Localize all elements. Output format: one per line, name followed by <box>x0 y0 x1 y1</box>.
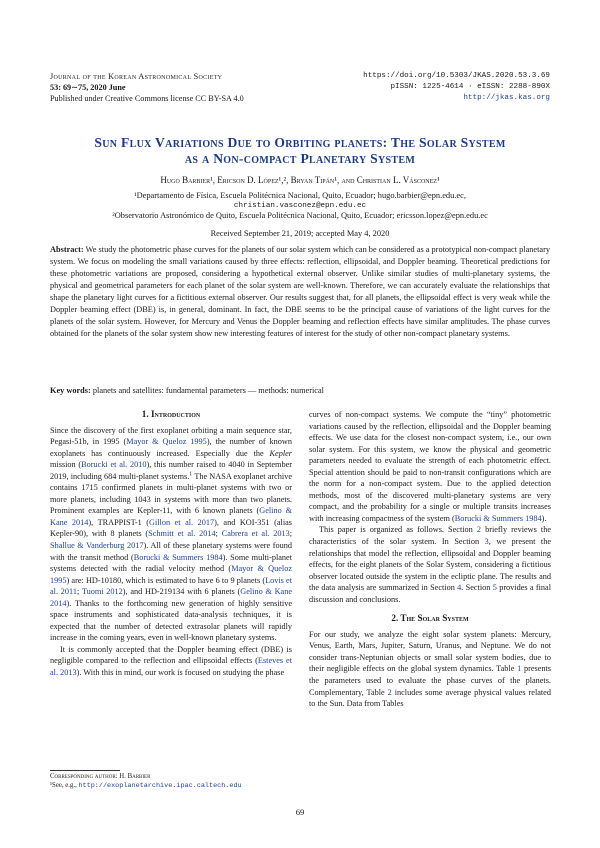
citation-link[interactable]: Shallue & Vanderburg 2017 <box>50 541 144 551</box>
citation-link[interactable]: Mayor & Queloz 1995 <box>126 437 207 447</box>
doi-block <box>363 71 550 104</box>
author-list: Hugo Barbier¹, Ericson D. López¹,², Bryan Tipán¹, and Christian L. Vásconez¹ <box>160 175 440 185</box>
journal-site-link[interactable]: http://jkas.kas.org <box>463 94 550 102</box>
issn-line: pISSN: 1225-4614 · eISSN: 2288-890X <box>390 83 550 91</box>
citation-link[interactable]: Cabrera et al. 2013 <box>221 529 290 539</box>
license-line: Published under Creative Commons license CC BY-SA 4.0 <box>50 94 244 103</box>
footnote-rule <box>50 770 120 771</box>
affiliation-2: ²Observatorio Astronómico de Quito, Escuela Politécnica Nacional, Quito, Ecuador; ericsson.lopez@epn.edu.ec <box>112 211 488 220</box>
citation-link[interactable]: 5 <box>492 583 497 593</box>
volume-line: 53: 69∼75, 2020 June <box>50 83 126 92</box>
citation-link[interactable]: Tuomi 2012 <box>81 587 123 597</box>
journal-name: Journal of the Korean Astronomical Society <box>50 72 223 81</box>
keywords <box>50 385 550 397</box>
citation-link[interactable]: Gillon et al. 2017 <box>149 517 215 527</box>
citation-link[interactable]: Lovis et al. 2011 <box>50 575 292 597</box>
abstract <box>50 244 550 340</box>
intro-paragraph-1: Since the discovery of the first exoplanet orbiting a main sequence star, Pegasi-51b, in 1995 (Mayor & Queloz 1995), the number of known exoplanets has continuously increased. Especially due the Kepler mission (Borucki et al. 2010), this number raised to 4040 in September 2019, including 684 multi-planet systems.$^1$ The NASA exoplanet archive contains 1715 confirmed planets in multi-planet systems with two or more planets, including 1043 in systems with more than two planets. Prominent examples are Kepler-11, with 6 known planets (Gelino & Kane 2014), TRAPPIST-1 (Gillon et al. 2017), and KOI-351 (alias Kepler-90), with 8 planets (Schmitt et al. 2014; Cabrera et al. 2013; Shallue & Vanderburg 2017). All of these planetary systems were found with the transit method (Borucki & Summers 1984). Some multi-planet systems detected with the radial velocity method (Mayor & Queloz 1995) are: HD-10180, which is estimated to have 6 to 9 planets (Lovis et al. 2011; Tuomi 2012), and HD-219134 with 6 planets (Gelino & Kane 2014). Thanks to the forthcoming new generation of highly sensitive space instruments and sophisticated data-analysis techniques, it is expected that the number of detected extrasolar planets will rapidly increase in the coming years, even in well-known planetary systems. <box>50 425 293 643</box>
keywords-text: planets and satellites: fundamental parameters — methods: numerical <box>92 386 324 395</box>
received-dates: Received September 21, 2019; accepted May 4, 2020 <box>210 229 390 238</box>
citation-link[interactable]: 1 <box>517 664 522 674</box>
doi-link[interactable]: https://doi.org/10.5303/JKAS.2020.53.3.69 <box>363 72 550 80</box>
citation-link[interactable]: 2 <box>387 687 392 697</box>
footnote-1: ¹See, e.g., http://exoplanetarchive.ipac.caltech.edu <box>50 782 242 790</box>
title-line-1: Sun Flux Variations Due to Orbiting planets: The Solar System <box>94 135 506 150</box>
title-line-2: as a Non-compact Planetary System <box>184 151 416 166</box>
citation-link[interactable]: Mayor & Queloz 1995 <box>50 564 292 585</box>
citation-link[interactable]: 2 <box>476 525 482 535</box>
abstract-label: Abstract: <box>50 245 84 254</box>
solar-paragraph-1: For our study, we analyze the eight solar system planets: Mercury, Venus, Earth, Mars, Jupiter, Saturn, Uranus, and Neptune. We do not consider trans-Neptunian objects or small solar system bodies, due to their negligible effects on the global system dynamics. Table 1 presents the parameters used to evaluate the phase curves of the planets. Complementary, Table 2 includes some average physical values related to the Sun. Data from Tables <box>309 629 551 709</box>
section-heading-solar-system: 2. The Solar System <box>391 613 469 624</box>
citation-link[interactable]: 3 <box>484 537 489 547</box>
right-column <box>309 409 551 710</box>
citation-link[interactable]: Esteves et al. 2013 <box>50 656 293 678</box>
citation-link[interactable]: 4 <box>457 583 462 593</box>
citation-link[interactable]: Gelino & Kane 2014 <box>50 587 292 608</box>
citation-link[interactable]: Schmitt et al. 2014 <box>148 529 216 539</box>
affiliation-1 <box>40 190 560 212</box>
citation-link[interactable]: Borucki & Summers 1984 <box>133 552 223 562</box>
footnotes <box>50 772 295 791</box>
affiliation-1-line-1: ¹Departamento de Física, Escuela Politécnica Nacional, Quito, Ecuador; hugo.barbier@epn.edu.ec, <box>134 191 466 200</box>
corresponding-author: Corresponding author: H. Barbier <box>50 773 151 780</box>
journal-header <box>50 71 244 104</box>
paper-title <box>0 135 600 167</box>
page-number: 69 <box>295 807 305 817</box>
citation-link[interactable]: Borucki et al. 2010 <box>81 460 147 470</box>
left-column <box>50 409 292 679</box>
keywords-label: Key words: <box>50 386 91 395</box>
intro-paragraph-4: This paper is organized as follows. Section 2 briefly reviews the characteristics of the solar system. In Section 3, we present the relationships that model the reflection, ellipsoidal and Doppler beaming effects, for the eight planets of the Solar System, considering a fictitious observer located outside the system in the ecliptic plane. The results and the data analysis are summarized in Section 4. Section 5 provides a final discussion and conclusions. <box>309 525 552 604</box>
intro-paragraph-3: curves of non-compact systems. We compute the “tiny” photometric variations caused by the reflection, ellipsoidal and the Doppler beaming effects. We use data for the closest non-compact system, i.e., our own solar system. For this system, we know the physical and geometric parameters needed to evaluate the strength of each photometric effect. Special attention should be paid to non-transit configurations which are the norm for a non-compact system. Due to the applied detection methods, most of the discovered multi-planetary systems are very compact, and the probability for a single or multiple transits increases with increasing compactness of the system (Borucki & Summers 1984). <box>309 410 551 523</box>
citation-link[interactable]: Gelino & Kane 2014 <box>50 506 293 527</box>
affiliation-1-email: christian.vasconez@epn.edu.ec <box>233 202 367 210</box>
intro-paragraph-2: It is commonly accepted that the Doppler beaming effect (DBE) is negligible compared to the reflection and ellipsoidal effects (Esteves et al. 2013). With this in mind, our work is focused on studying the phase <box>50 644 293 678</box>
abstract-text: We study the photometric phase curves for the planets of our solar system which can be considered as a prototypical non-compact planetary system. We focus on modeling the small variations caused by three effects: reflection, ellipsoidal, and Doppler beaming. Theoretical predictions for these photometric variations are proposed, considering a hypothetical external observer. Unlike similar studies of multi-planetary systems, the physical and geometrical parameters for each planet of the solar system are well-known. Therefore, we can accurately evaluate the relationships that shape the planetary light curves for a fictitious external observer. Our results suggest that, for all planets, the ellipsoidal effect is very weak while the Doppler beaming effect (DBE) is, in general, dominant. In fact, the DBE seems to be the principal cause of variations of the light curves for the planets of the solar system. However, for Mercury and Venus the Doppler beaming and reflection effects have similar amplitudes. The phase curves obtained for the planets of the solar system show new interesting features of interest for the study of other non-compact planetary systems. <box>50 245 550 338</box>
citation-link[interactable]: Borucki & Summers 1984 <box>454 513 542 523</box>
section-heading-introduction: 1. Introduction <box>141 409 201 419</box>
